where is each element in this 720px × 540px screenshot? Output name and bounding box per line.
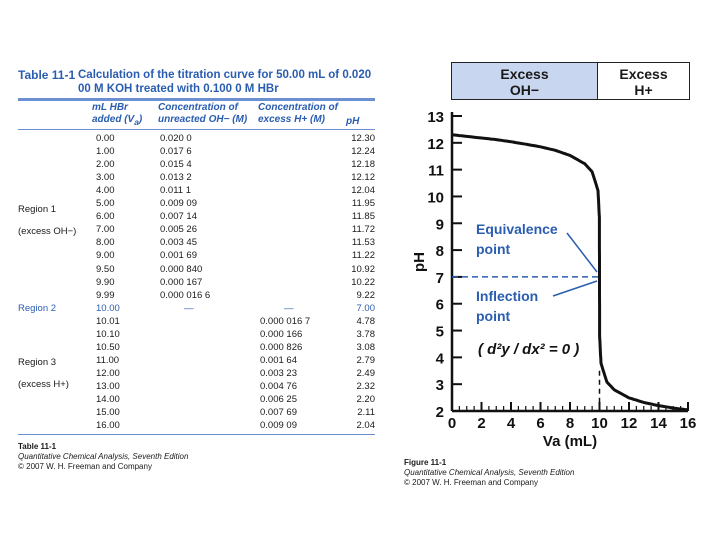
cell-ml: 9.00 [96, 250, 115, 262]
cell-h: — [284, 302, 294, 314]
y-tick-label-10: 10 [427, 189, 444, 207]
region-2-label: Region 2 [18, 303, 57, 314]
cell-ph: 7.00 [356, 302, 375, 314]
y-axis-label: pH [411, 252, 428, 272]
cell-ph: 11.72 [351, 224, 375, 236]
inflection-label-2: point [476, 308, 511, 324]
cell-ml: 13.00 [96, 380, 120, 392]
cell-h: 0.000 016 7 [260, 315, 311, 327]
excess-h-region-header: Excess H+ [597, 62, 690, 100]
figure-caption-book: Quantitative Chemical Analysis, Seventh Edition [404, 468, 575, 477]
inflection-label: Inflection [476, 288, 539, 304]
cell-ml: 9.99 [96, 289, 115, 301]
cell-h: 0.001 64 [260, 354, 297, 366]
cell-oh: 0.003 45 [160, 237, 197, 249]
x-tick-label-10: 10 [591, 415, 608, 432]
titration-curve-line [452, 135, 688, 410]
cell-ml: 10.01 [96, 315, 120, 327]
cell-ml: 9.90 [96, 276, 115, 288]
cell-oh: 0.017 6 [160, 146, 192, 158]
y-tick-label-5: 5 [435, 323, 444, 341]
cell-ml: 7.00 [96, 224, 115, 236]
cell-oh: 0.000 167 [160, 276, 203, 288]
region-3-sublabel: (excess H+) [18, 379, 69, 390]
cell-oh: 0.015 4 [160, 159, 192, 171]
header-h-concentration: Concentration of excess H+ (M) [258, 102, 338, 125]
cell-ml: 12.00 [96, 367, 120, 379]
cell-ml: 10.00 [96, 302, 120, 314]
y-tick-label-4: 4 [435, 350, 444, 368]
y-tick-label-11: 11 [428, 162, 444, 180]
cell-h: 0.004 76 [260, 380, 297, 392]
x-tick-label-0: 0 [447, 415, 457, 432]
cell-ml: 14.00 [96, 394, 120, 405]
cell-h: 0.006 25 [260, 394, 297, 405]
cell-ph: 9.22 [356, 289, 375, 301]
cell-h: 0.009 09 [260, 420, 297, 432]
cell-ml: 15.00 [96, 407, 120, 419]
cell-oh: 0.020 0 [160, 133, 192, 144]
cell-ph: 2.49 [356, 367, 375, 379]
table-header-rule [18, 129, 375, 130]
x-tick-label-2: 2 [477, 415, 486, 432]
table-title: Calculation of the titration curve for 50.00 mL of 0.020 00 M KOH treated with 0.100 0 M HBr [78, 69, 372, 95]
cell-oh: 0.011 1 [160, 185, 191, 197]
x-tick-label-6: 6 [536, 415, 545, 432]
cell-ph: 11.22 [351, 250, 375, 262]
cell-ph: 11.95 [351, 198, 375, 210]
cell-ph: 2.20 [356, 394, 375, 405]
region-3-label: Region 3 [18, 357, 57, 368]
cell-ph: 11.85 [351, 211, 375, 223]
table-caption-copyright: © 2007 W. H. Freeman and Company [18, 462, 152, 471]
y-tick-label-13: 13 [427, 109, 444, 126]
cell-ph: 3.78 [356, 328, 375, 340]
cell-ph: 11.53 [351, 237, 375, 249]
cell-oh: 0.007 14 [160, 211, 197, 223]
cell-oh: 0.013 2 [160, 172, 192, 184]
y-tick-label-6: 6 [435, 296, 444, 314]
cell-ml: 1.00 [96, 146, 115, 158]
table-top-rule [18, 98, 375, 101]
cell-h: 0.000 826 [260, 341, 303, 353]
cell-ml: 8.00 [96, 237, 115, 249]
cell-ph: 12.12 [351, 172, 375, 184]
cell-oh: 0.009 09 [160, 198, 197, 210]
equivalence-label-2: point [476, 241, 511, 257]
x-tick-label-8: 8 [565, 415, 575, 432]
cell-ph: 2.04 [356, 420, 375, 432]
cell-ph: 12.04 [351, 185, 375, 197]
table-bottom-rule [18, 434, 375, 435]
figure-caption-copyright: © 2007 W. H. Freeman and Company [404, 478, 538, 487]
x-tick-label-14: 14 [650, 415, 667, 432]
cell-ph: 2.11 [357, 407, 375, 419]
cell-oh: 0.005 26 [160, 224, 197, 236]
cell-oh: 0.000 840 [160, 263, 203, 275]
cell-ml: 6.00 [96, 211, 115, 223]
header-ph: pH [346, 116, 360, 127]
cell-ph: 2.79 [356, 354, 375, 366]
cell-ml: 10.50 [96, 341, 120, 353]
cell-ml: 11.00 [96, 354, 120, 366]
cell-ml: 3.00 [96, 172, 115, 184]
cell-ml: 4.00 [96, 185, 115, 197]
y-tick-label-3: 3 [435, 377, 444, 395]
second-derivative-formula: ( d²y / dx² = 0 ) [478, 341, 580, 358]
cell-ph: 12.18 [351, 159, 375, 171]
cell-oh: — [184, 302, 194, 314]
cell-ml: 16.00 [96, 420, 120, 432]
cell-oh: 0.000 016 6 [160, 289, 211, 301]
cell-ph: 10.92 [351, 263, 375, 275]
cell-ph: 3.08 [356, 341, 375, 353]
region-1-sublabel: (excess OH−) [18, 226, 77, 237]
cell-ml: 10.10 [96, 328, 120, 340]
y-tick-label-7: 7 [435, 269, 444, 287]
table-caption-book: Quantitative Chemical Analysis, Seventh Edition [18, 452, 189, 461]
header-ml-hbr: mL HBr added $(V_a)$ [92, 102, 143, 127]
cell-ph: 4.78 [356, 315, 375, 327]
table-caption-number: Table 11-1 [18, 442, 57, 451]
y-tick-label-2: 2 [435, 404, 444, 421]
header-oh-concentration: Concentration of unreacted OH− (M) [158, 102, 248, 125]
cell-ph: 12.30 [351, 133, 375, 144]
cell-ph: 2.32 [356, 380, 375, 392]
cell-ml: 5.00 [96, 198, 115, 210]
figure-caption-number: Figure 11-1 [404, 458, 447, 467]
y-tick-label-12: 12 [427, 135, 444, 153]
x-tick-label-16: 16 [679, 415, 697, 432]
cell-ml: 0.00 [96, 133, 115, 144]
cell-ph: 10.22 [351, 276, 375, 288]
equivalence-point-arrow [567, 233, 597, 272]
cell-h: 0.007 69 [260, 407, 297, 419]
cell-ph: 12.24 [351, 146, 375, 158]
cell-ml: 2.00 [96, 159, 115, 171]
x-tick-label-4: 4 [506, 415, 516, 432]
cell-h: 0.003 23 [260, 367, 297, 379]
cell-oh: 0.001 69 [160, 250, 197, 262]
y-tick-label-9: 9 [435, 216, 444, 234]
inflection-point-arrow [553, 281, 597, 296]
cell-h: 0.000 166 [260, 328, 303, 340]
cell-ml: 9.50 [96, 263, 115, 275]
excess-oh-region-header: Excess OH− [451, 62, 598, 100]
x-axis-label: Va (mL) [542, 433, 598, 450]
x-tick-label-12: 12 [620, 415, 638, 432]
region-1-label: Region 1 [18, 204, 57, 215]
y-tick-label-8: 8 [435, 243, 444, 261]
table-label: Table 11-1 [18, 68, 76, 82]
equivalence-label: Equivalence [476, 221, 558, 237]
